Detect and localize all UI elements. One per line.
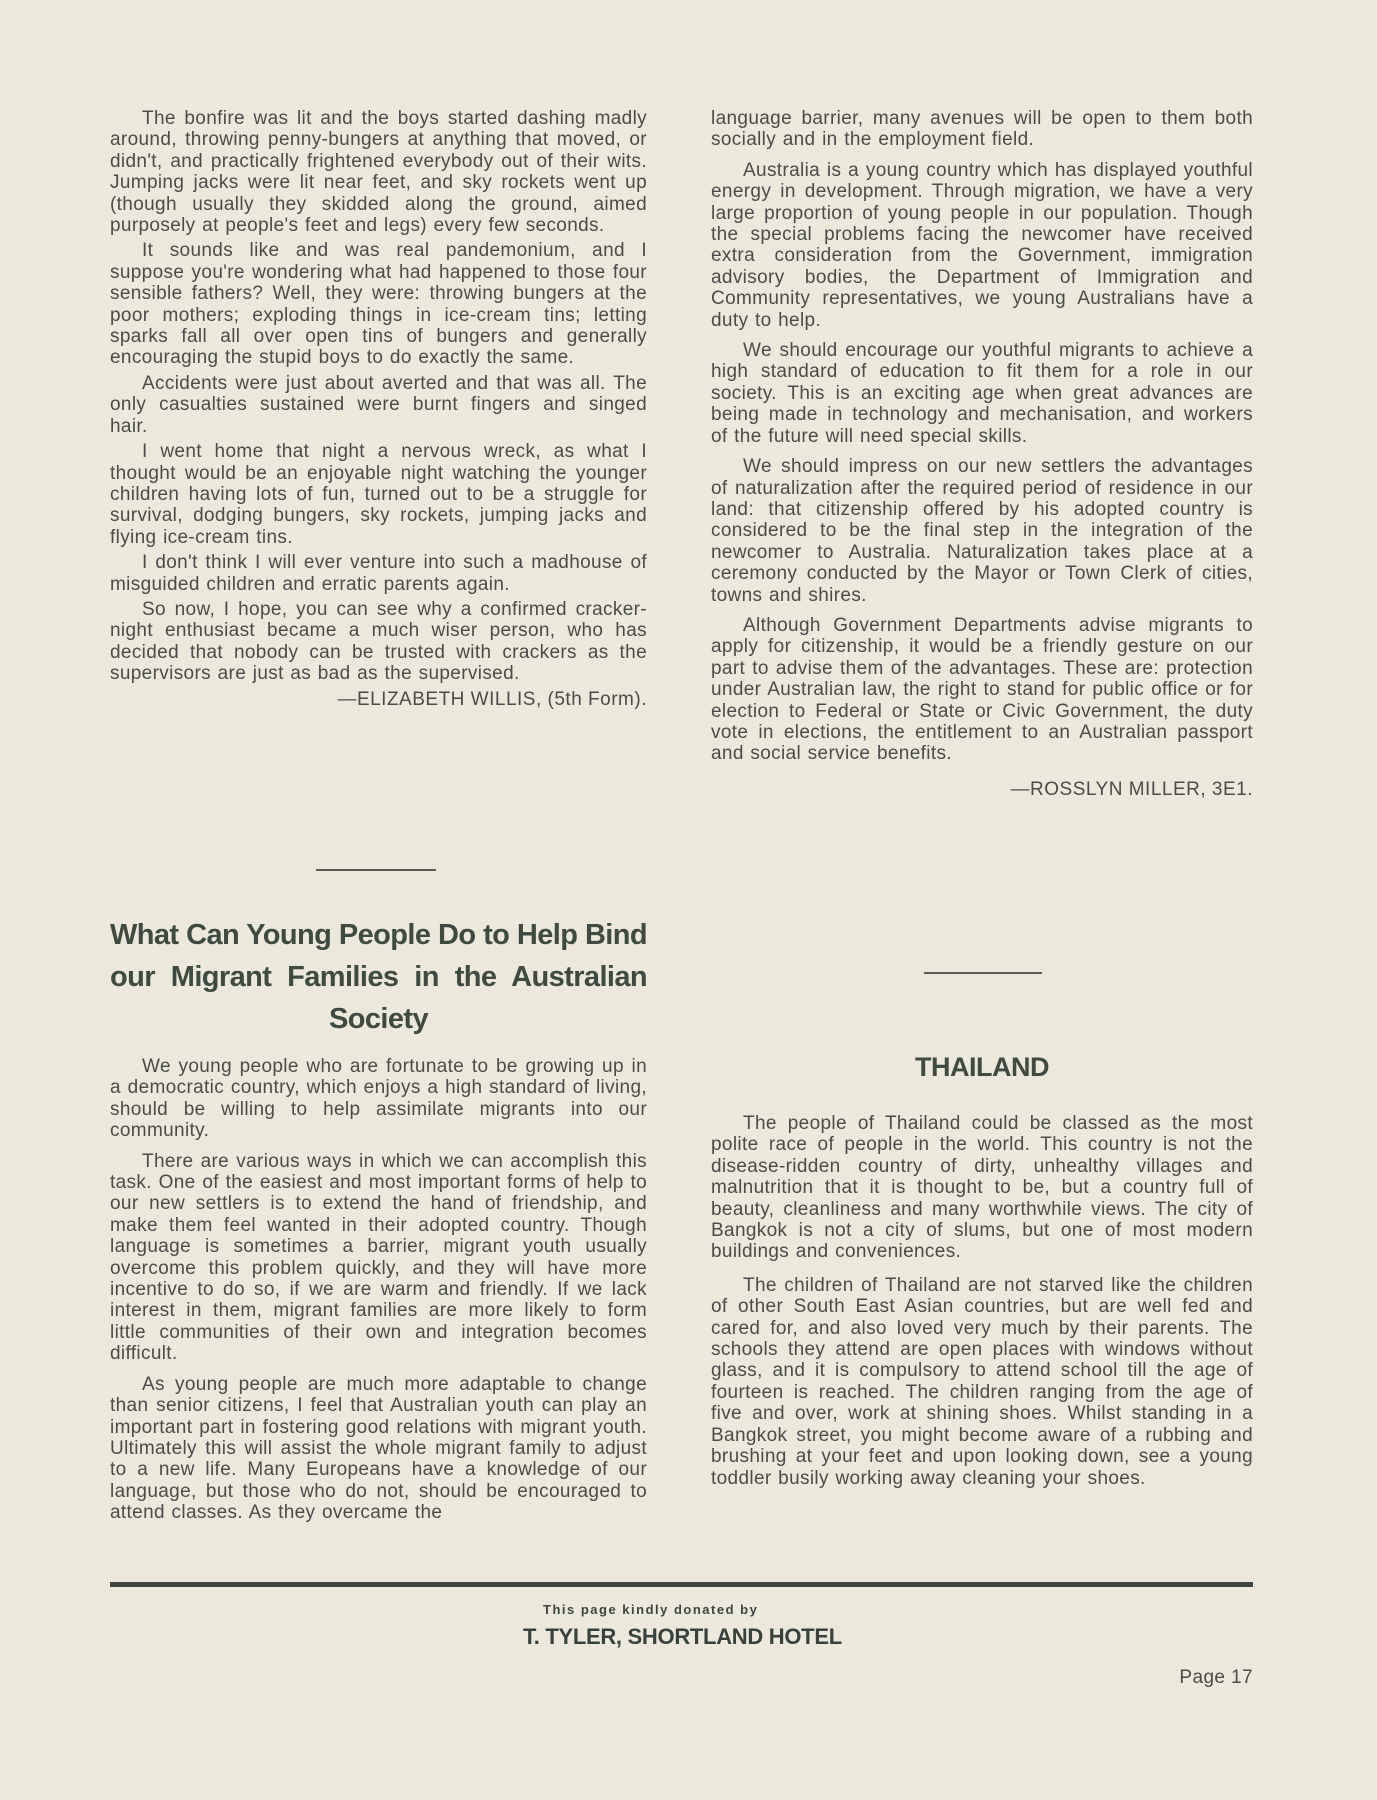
paragraph: Australia is a young country which has displayed youthful energy in development. Through migration, we have a very large proportion of young people in our population. Though the special problems facing the newcomer have received extra consideration from the Government, immigration advisory bodies, the Department of Immigration and Community representatives, we young Australians have a duty to help.	[711, 159, 1253, 331]
paragraph: We young people who are fortunate to be growing up in a democratic country, which enjoys a high standard of living, should be willing to help assimilate migrants into our community.	[110, 1056, 647, 1142]
page-number: Page 17	[1179, 1667, 1253, 1688]
title-line: What Can Young People Do to Help Bind	[110, 919, 647, 951]
article-thailand-body	[711, 1113, 1253, 1498]
article-cracker-night	[110, 108, 647, 710]
paragraph: So now, I hope, you can see why a confirmed cracker-night enthusiast became a much wiser person, who has decided that nobody can be trusted with crackers as the supervisors are just as bad as the supervised.	[110, 598, 647, 685]
paragraph: Accidents were just about averted and that was all. The only casualties sustained were burnt fingers and singed hair.	[110, 372, 647, 437]
paragraph: It sounds like and was real pandemonium, and I suppose you're wondering what had happened to those four sensible fathers? Well, they were: throwing bungers at the poor mothers; exploding things in ice-cream tins; letting sparks fall all over open tins of bungers and generally encouraging the stupid boys to do exactly the same.	[110, 240, 647, 369]
section-divider	[924, 972, 1042, 974]
title-line: Society	[329, 1003, 428, 1035]
paragraph: I went home that night a nervous wreck, as what I thought would be an enjoyable night watching the younger children having lots of fun, turned out to be a struggle for survival, dodging bungers, sky rockets, jumping jacks and flying ice-cream tins.	[110, 441, 647, 548]
sponsor-name: T. TYLER, SHORTLAND HOTEL	[523, 1624, 842, 1649]
paragraph: The bonfire was lit and the boys started dashing madly around, throwing penny-bungers at anything that moved, or didn't, and practically frightened everybody out of their wits. Jumping jacks were lit near feet, and sky rockets went up (though usually they skidded along the ground, aimed purposely at people's feet and legs) every few seconds.	[110, 108, 647, 237]
donation-label: This page kindly donated by	[543, 1602, 759, 1617]
paragraph: Although Government Departments advise migrants to apply for citizenship, it would be a friendly gesture on our part to advise them of the advantages. These are: protection under Australian law, the right to stand for public office or for election to Federal or State or Civic Government, the duty vote in elections, the entitlement to an Australian passport and social service benefits.	[711, 614, 1253, 765]
author-signature: —ELIZABETH WILLIS, (5th Form).	[337, 688, 647, 710]
author-signature: —ROSSLYN MILLER, 3E1.	[1010, 778, 1253, 800]
article-migrants-body	[110, 1056, 647, 1528]
paragraph: I don't think I will ever venture into such a madhouse of misguided children and erratic parents again.	[110, 552, 647, 595]
paragraph: There are various ways in which we can accomplish this task. One of the easiest and most important forms of help to our new settlers is to extend the hand of friendship, and make them feel wanted in their adopted country. Though language is sometimes a barrier, migrant youth usually overcome this problem quickly, and they will have more incentive to do so, if we are warm and friendly. If we lack interest in them, migrant families are more likely to form little communities of their own and integration becomes difficult.	[110, 1150, 647, 1365]
title-line: our Migrant Families in the Australian	[110, 961, 647, 993]
paragraph: The children of Thailand are not starved like the children of other South East Asian countries, but are well fed and cared for, and also loved very much by their parents. The schools they attend are open places with windows without glass, and it is compulsory to attend school till the age of fourteen is reached. The children ranging from the age of five and over, work at shining shoes. Whilst standing in a Bangkok street, you might become aware of a rubbing and brushing at your feet and upon looking down, see a young toddler busily working away cleaning your shoes.	[711, 1274, 1253, 1489]
footer-rule	[110, 1582, 1253, 1587]
paragraph: As young people are much more adaptable to change than senior citizens, I feel that Australian youth can play an important part in fostering good relations with migrant youth. Ultimately this will assist the whole migrant family to adjust to a new life. Many Europeans have a knowledge of our language, but those who do not, should be encouraged to attend classes. As they overcame the	[110, 1373, 647, 1524]
paragraph: The people of Thailand could be classed as the most polite race of people in the world. This country is not the disease-ridden country of dirty, unhealthy villages and malnutrition that it is thought to be, but a country full of beauty, cleanliness and many worthwhile views. The city of Bangkok is not a city of slums, but one of most modern buildings and conveniences.	[711, 1113, 1253, 1263]
article-title-migrants	[110, 914, 647, 1040]
article-title-thailand: THAILAND	[915, 1052, 1049, 1082]
section-divider	[316, 869, 436, 871]
paragraph: language barrier, many avenues will be open to them both socially and in the employment field.	[711, 108, 1253, 151]
paragraph: We should impress on our new settlers the advantages of naturalization after the required period of residence in our land: that citizenship offered by his adopted country is considered to be the final step in the integration of the newcomer to Australia. Naturalization takes place at a ceremony conducted by the Mayor or Town Clerk of cities, towns and shires.	[711, 456, 1253, 606]
paragraph: We should encourage our youthful migrants to achieve a high standard of education to fit them for a role in our society. This is an exciting age when great advances are being made in technology and mechanisation, and workers of the future will need special skills.	[711, 340, 1253, 447]
article-migrants-continued	[711, 108, 1253, 800]
